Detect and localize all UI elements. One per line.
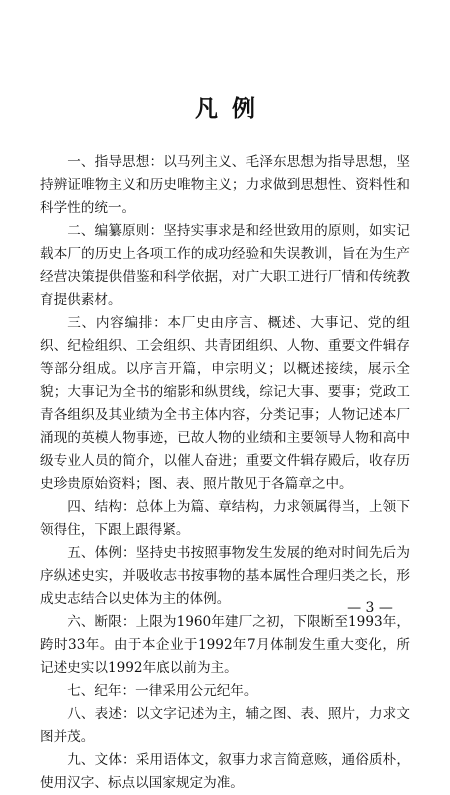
paragraph-guiding-ideology: 一、指导思想：以马列主义、毛泽东思想为指导思想，坚持辨证唯物主义和历史唯物主义；力求做到思想性、资料性和科学性的统一。 [40, 154, 410, 216]
page-title: 凡例 [195, 95, 269, 122]
page-number: — 3 — [347, 600, 393, 616]
paragraph-content-arrangement: 三、内容编排：本厂史由序言、概述、大事记、党的组织、纪检组织、工会组织、共青团组织、人物、重要文件辑存等部分组成。以序言开篇，申宗明义；以概述接续，展示全貌；大事记为全书的缩影和纵贯线，综记大事、要事；党政工青各组织及其业绩为全书主体内容，分类记事；人物记述本厂涌现的英模人物事迹，已故人物的业绩和主要领导人物和高中级专业人员的简介，以催人奋进；重要文件辑存殿后，收存历史珍贵原始资料；图、表、照片散见于各篇章之中。 [40, 315, 410, 492]
paragraph-structure: 四、结构：总体上为篇、章结构，力求领属得当，上领下领得住，下跟上跟得紧。 [40, 499, 410, 538]
paragraph-time-limits: 六、断限：上限为1960年建厂之初，下限断至1993年，跨时33年。由于本企业于1992年7月体制发生重大变化，所记述史实以1992年底以前为主。 [40, 614, 410, 676]
paragraph-compilation-principles: 二、编纂原则：坚持实事求是和经世致用的原则，如实记载本厂的历史上各项工作的成功经验和失误教训，旨在为生产经营决策提供借鉴和科学依据，对广大职工进行厂情和传统教育提供素材。 [40, 223, 410, 308]
paragraph-writing-style: 九、文体：采用语体文，叙事力求言简意赅，通俗质朴，使用汉字、标点以国家规定为准。 [40, 752, 410, 791]
paragraph-presentation: 八、表述：以文字记述为主，辅之图、表、照片，力求文图并茂。 [40, 706, 410, 745]
document-body [40, 151, 410, 795]
paragraph-style-format: 五、体例：坚持史书按照事物发生发展的绝对时间先后为序纵述史实，并吸收志书按事物的基本属性合理归类之长，形成史志结合以史体为主的体例。 [40, 545, 410, 607]
paragraph-year-notation: 七、纪年：一律采用公元纪年。 [67, 683, 258, 699]
